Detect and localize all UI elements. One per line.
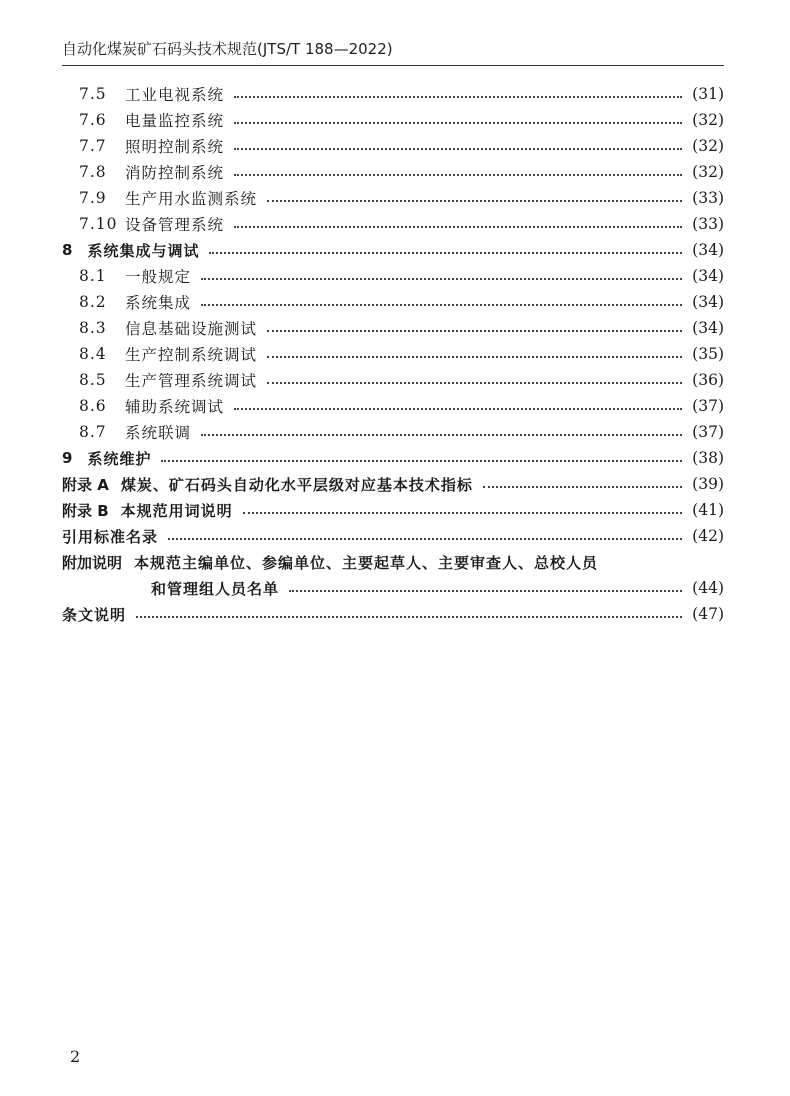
section-title: 工业电视系统 (125, 86, 225, 104)
page-ref: (34) (692, 293, 724, 311)
dot-leader (267, 381, 682, 384)
page-ref: (32) (692, 163, 724, 181)
dot-leader (201, 303, 682, 306)
page-ref: (32) (692, 137, 724, 155)
dot-leader (267, 355, 682, 358)
toc-entry-additional-notes-cont[interactable] (62, 575, 724, 601)
section-number: 8.1 (79, 267, 107, 285)
page-number: 2 (70, 1047, 81, 1066)
page-ref: (36) (692, 371, 724, 389)
section-number: 8.2 (79, 293, 107, 311)
page-ref: (34) (692, 241, 724, 259)
toc-entry-8-5[interactable] (62, 367, 724, 393)
section-title: 消防控制系统 (125, 164, 225, 182)
toc-entry-8-3[interactable] (62, 315, 724, 341)
page-ref: (32) (692, 111, 724, 129)
toc-entry-8-2[interactable] (62, 289, 724, 315)
section-number: 7.10 (79, 215, 118, 233)
toc-entry-9[interactable] (62, 445, 724, 471)
section-title: 生产用水监测系统 (125, 190, 258, 208)
toc-entry-appendix-a[interactable] (62, 471, 724, 497)
chapter-title: 系统集成与调试 (87, 241, 200, 260)
section-title: 设备管理系统 (125, 216, 225, 234)
section-title: 电量监控系统 (125, 112, 225, 130)
page-ref: (34) (692, 319, 724, 337)
page-ref: (34) (692, 267, 724, 285)
page-ref: (38) (692, 449, 724, 467)
dot-leader (136, 615, 682, 618)
appendix-title: 本规范用词说明 (120, 501, 233, 520)
running-header (62, 38, 724, 66)
chapter-title: 系统维护 (87, 449, 152, 468)
dot-leader (209, 251, 682, 254)
toc-entry-clause-explanation[interactable] (62, 601, 724, 627)
section-number: 8.5 (79, 371, 107, 389)
dot-leader (234, 173, 682, 176)
section-title: 辅助系统调试 (125, 398, 225, 416)
appendix-label: 附录 B (62, 501, 109, 520)
appendix-title: 煤炭、矿石码头自动化水平层级对应基本技术指标 (120, 475, 473, 494)
section-title: 信息基础设施测试 (125, 320, 258, 338)
page-ref: (31) (692, 85, 724, 103)
section-title: 系统联调 (125, 424, 192, 442)
section-number: 8.3 (79, 319, 107, 337)
section-number: 8.6 (79, 397, 107, 415)
toc-entry-7-7[interactable] (62, 133, 724, 159)
dot-leader (243, 511, 683, 514)
table-of-contents (62, 81, 724, 627)
dot-leader (234, 95, 682, 98)
dot-leader (234, 147, 682, 150)
page-ref: (33) (692, 189, 724, 207)
toc-entry-7-9[interactable] (62, 185, 724, 211)
page-ref: (37) (692, 423, 724, 441)
entry-title: 引用标准名录 (62, 527, 159, 546)
toc-entry-additional-notes[interactable] (62, 549, 724, 575)
toc-entry-8-7[interactable] (62, 419, 724, 445)
page-ref: (44) (692, 579, 724, 597)
dot-leader (168, 537, 682, 540)
page-ref: (37) (692, 397, 724, 415)
dot-leader (234, 407, 682, 410)
toc-entry-8[interactable] (62, 237, 724, 263)
dot-leader (267, 329, 682, 332)
toc-entry-appendix-b[interactable] (62, 497, 724, 523)
chapter-number: 8 (62, 241, 74, 259)
toc-entry-8-4[interactable] (62, 341, 724, 367)
running-title: 自动化煤炭矿石码头技术规范(JTS/T 188—2022) (62, 40, 393, 58)
section-title: 生产管理系统调试 (125, 372, 258, 390)
dot-leader (234, 225, 682, 228)
section-number: 8.7 (79, 423, 107, 441)
dot-leader (161, 459, 682, 462)
section-number: 7.9 (79, 189, 107, 207)
dot-leader (267, 199, 682, 202)
toc-entry-7-10[interactable] (62, 211, 724, 237)
toc-entry-7-6[interactable] (62, 107, 724, 133)
section-number: 7.7 (79, 137, 107, 155)
section-number: 8.4 (79, 345, 107, 363)
appendix-label: 附录 A (62, 475, 109, 494)
toc-entry-8-6[interactable] (62, 393, 724, 419)
section-title: 生产控制系统调试 (125, 346, 258, 364)
page-ref: (35) (692, 345, 724, 363)
toc-entry-8-1[interactable] (62, 263, 724, 289)
dot-leader (289, 589, 682, 592)
dot-leader (234, 121, 682, 124)
chapter-number: 9 (62, 449, 74, 467)
additional-notes-label: 附加说明 (62, 553, 123, 572)
dot-leader (201, 433, 682, 436)
section-title: 系统集成 (125, 294, 192, 312)
page-ref: (41) (692, 501, 724, 519)
toc-entry-referenced-standards[interactable] (62, 523, 724, 549)
section-number: 7.8 (79, 163, 107, 181)
section-title: 照明控制系统 (125, 138, 225, 156)
page-ref: (33) (692, 215, 724, 233)
section-number: 7.6 (79, 111, 107, 129)
toc-entry-7-8[interactable] (62, 159, 724, 185)
entry-title: 条文说明 (62, 605, 127, 624)
page-ref: (47) (692, 605, 724, 623)
page-ref: (39) (692, 475, 724, 493)
entry-title-line-2: 和管理组人员名单 (151, 579, 280, 598)
section-title: 一般规定 (125, 268, 192, 286)
section-number: 7.5 (79, 85, 107, 103)
entry-title-line-1: 本规范主编单位、参编单位、主要起草人、主要审查人、总校人员 (134, 553, 599, 572)
page-ref: (42) (692, 527, 724, 545)
dot-leader (483, 485, 682, 488)
dot-leader (201, 277, 682, 280)
toc-entry-7-5[interactable] (62, 81, 724, 107)
